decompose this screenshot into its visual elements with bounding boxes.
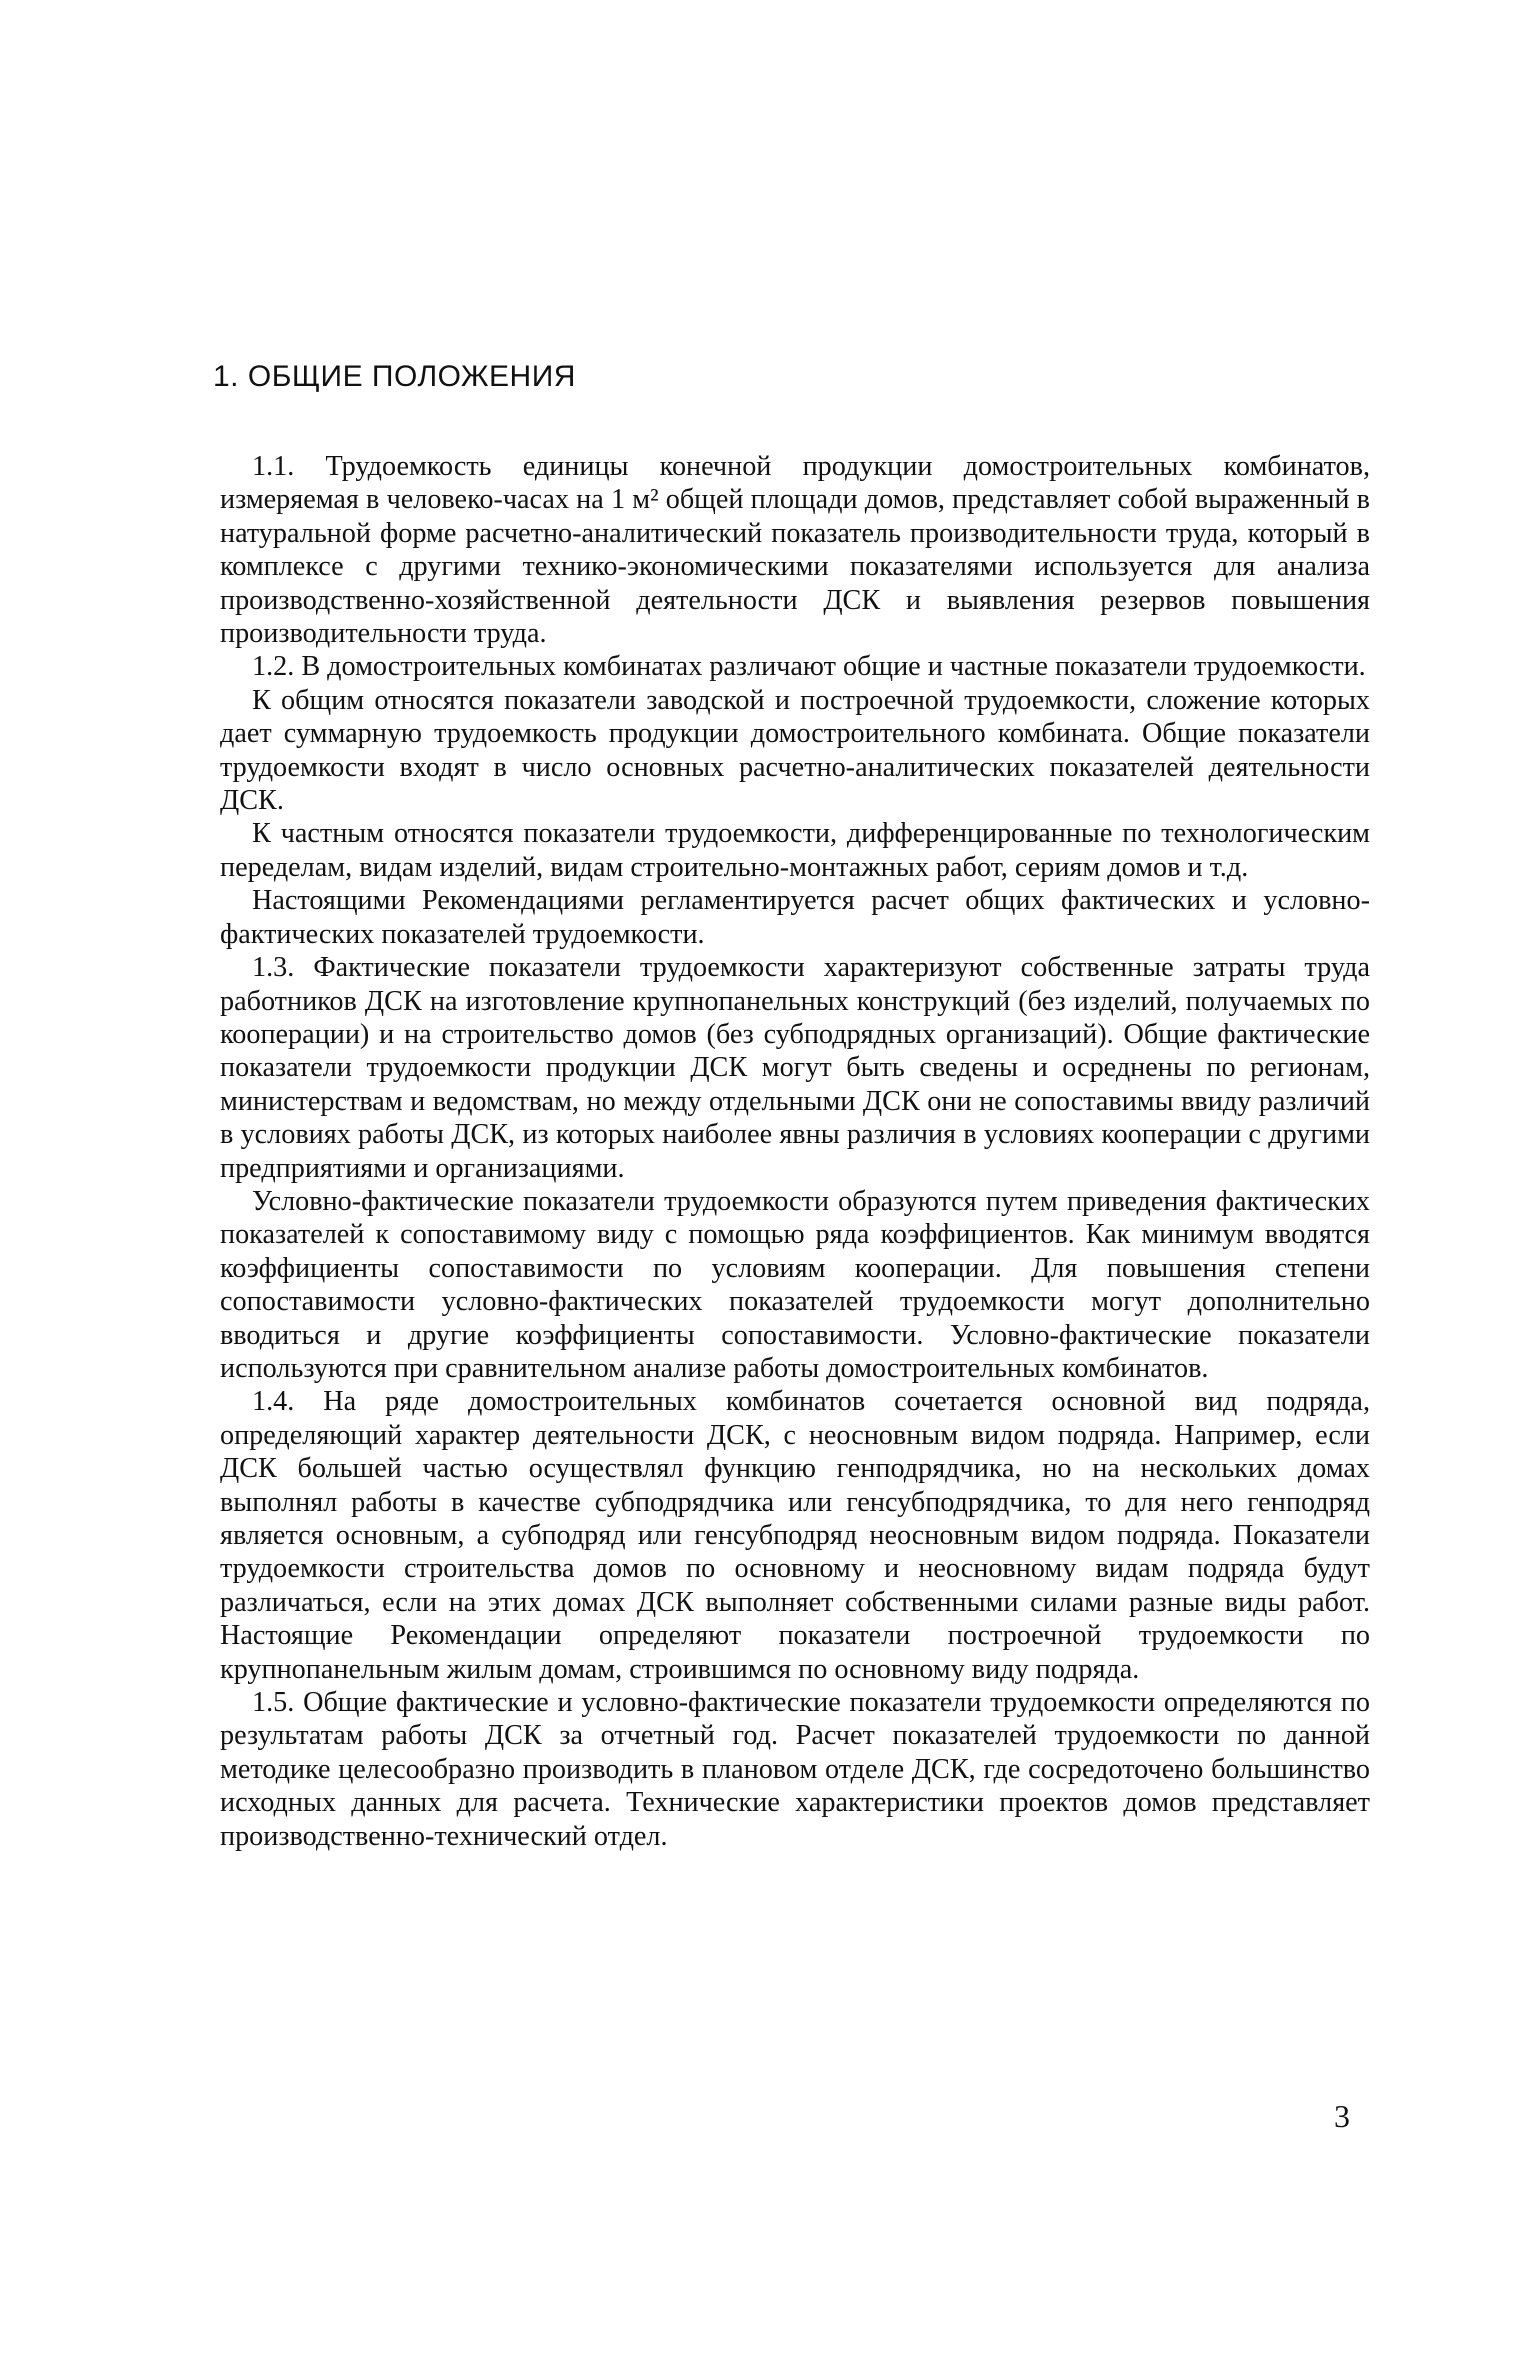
paragraph-regulation: Настоящими Рекомендациями регламентируется расчет общих фактических и условно-фактических показателей трудоемкости. <box>220 885 1370 950</box>
paragraph-general-indicators: К общим относятся показатели заводской и построечной трудоемкости, сложение которых дает суммарную трудоемкость продукции домостроительного комбината. Общие показатели трудоемкости входят в число основных расчетно-аналитических показателей деятельности ДСК. <box>220 684 1370 817</box>
paragraph-1-4: 1.4. На ряде домостроительных комбинатов сочетается основной вид подряда, определяющий характер деятельности ДСК, с неосновным видом подряда. Например, если ДСК большей частью осуществлял функцию генподрядчика, но на нескольких домах выполнял работы в качестве субподрядчика или генсубподрядчика, то для него генподряд является основным, а субподряд или генсубподряд неосновным видом подряда. Показатели трудоемкости строительства домов по основному и неосновному видам подряда будут различаться, если на этих домах ДСК выполняет собственными силами разные виды работ. Настоящие Рекомендации определяют показатели построечной трудоемкости по крупнопанельным жилым домам, строившимся по основному виду подряда. <box>220 1386 1370 1685</box>
paragraph-conditional-indicators: Условно-фактические показатели трудоемкости образуются путем приведения фактических показателей к сопоставимому виду с помощью ряда коэффициентов. Как минимум вводятся коэффициенты сопоставимости по условиям кооперации. Для повышения степени сопоставимости условно-фактических показателей трудоемкости могут дополнительно вводиться и другие коэффициенты сопоставимости. Условно-фактические показатели используются при сравнительном анализе работы домостроительных комбинатов. <box>220 1185 1370 1384</box>
paragraph-1-3: 1.3. Фактические показатели трудоемкости характеризуют собственные затраты труда работников ДСК на изготовление крупнопанельных конструкций (без изделий, получаемых по кооперации) и на строительство домов (без субподрядных организаций). Общие фактические показатели трудоемкости продукции ДСК могут быть сведены и осреднены по регионам, министерствам и ведомствам, но между отдельными ДСК они не сопоставимы ввиду различий в условиях работы ДСК, из которых наиболее явны различия в условиях кооперации с другими предприятиями и организациями. <box>220 952 1370 1184</box>
section-title: 1. ОБЩИЕ ПОЛОЖЕНИЯ <box>213 360 576 393</box>
page-number: 3 <box>1334 2098 1350 2134</box>
paragraph-1-2: 1.2. В домостроительных комбинатах различают общие и частные показатели трудоемкости. <box>252 651 1366 683</box>
section-body <box>220 450 1370 1853</box>
paragraph-1-1: 1.1. Трудоемкость единицы конечной продукции домостроительных комбинатов, измеряемая в человеко-часах на 1 м² общей площади домов, представляет собой выраженный в натуральной форме расчетно-аналитический показатель производительности труда, который в комплексе с другими технико-экономическими показателями используется для анализа производственно-хозяйственной деятельности ДСК и выявления резервов повышения производительности труда. <box>220 451 1370 650</box>
paragraph-particular-indicators: К частным относятся показатели трудоемкости, дифференцированные по технологическим переделам, видам изделий, видам строительно-монтажных работ, сериям домов и т.д. <box>220 818 1370 883</box>
paragraph-1-5: 1.5. Общие фактические и условно-фактические показатели трудоемкости определяются по результатам работы ДСК за отчетный год. Расчет показателей трудоемкости по данной методике целесообразно производить в плановом отделе ДСК, где сосредоточено большинство исходных данных для расчета. Технические характеристики проектов домов представляет производственно-технический отдел. <box>220 1687 1370 1852</box>
